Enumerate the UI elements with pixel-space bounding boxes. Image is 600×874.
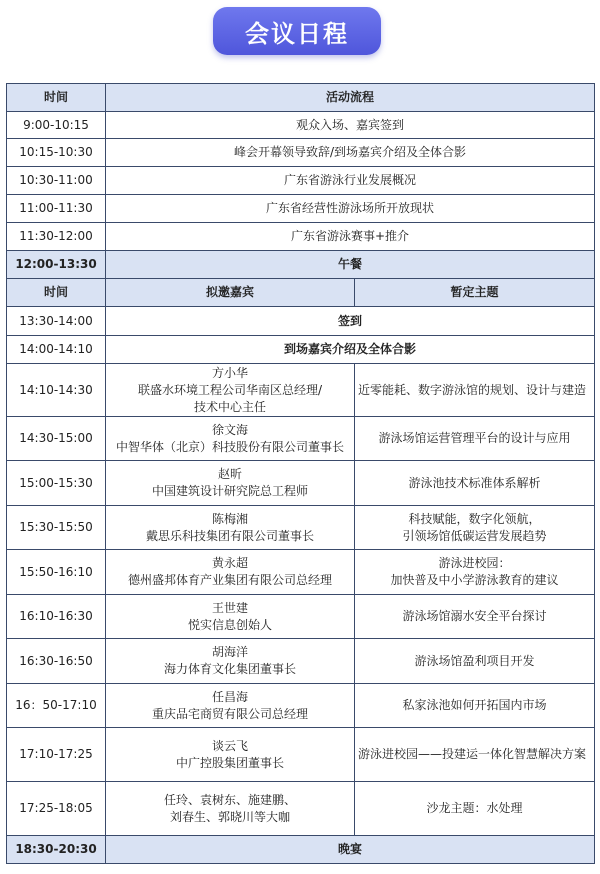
session-row — [7, 782, 595, 836]
topic-text-line2: 引领场馆低碳运营发展趋势 — [402, 528, 547, 543]
session-guest — [106, 550, 355, 595]
table-row — [7, 139, 595, 167]
row-time: 9:00-10:15 — [7, 112, 106, 139]
row-item: 到场嘉宾介绍及全体合影 — [106, 336, 595, 364]
session-topic — [355, 639, 595, 684]
guest-org: 中智华体（北京）科技股份有限公司董事长 — [115, 439, 344, 454]
topic-text: 私家泳池如何开拓国内市场 — [402, 698, 547, 712]
guest-org: 联盛水环境工程公司华南区总经理/ — [137, 382, 323, 397]
header-flow: 活动流程 — [106, 84, 595, 112]
header-time: 时间 — [7, 84, 106, 112]
row-item: 观众入场、嘉宾签到 — [106, 112, 595, 139]
guest-name: 徐文海 — [211, 422, 248, 437]
guest-org: 海力体育文化集团董事长 — [163, 662, 296, 676]
session-time: 16：50-17:10 — [7, 684, 106, 728]
session-time: 15:00-15:30 — [7, 461, 106, 506]
row-time: 13:30-14:00 — [7, 307, 106, 336]
session-guest — [106, 639, 355, 684]
guest-org: 戴思乐科技集团有限公司董事长 — [145, 528, 314, 543]
lunch-item: 午餐 — [106, 251, 595, 279]
table-header-row — [7, 84, 595, 112]
session-guest — [106, 364, 355, 417]
session-topic — [355, 506, 595, 550]
topic-text: 沙龙主题：水处理 — [426, 801, 523, 815]
guest-name: 赵昕 — [217, 467, 242, 481]
session-time: 17:10-17:25 — [7, 728, 106, 782]
table-row — [7, 223, 595, 251]
topic-text: 游泳场馆盈利项目开发 — [414, 653, 535, 668]
guest-org: 德州盛邦体育产业集团有限公司总经理 — [127, 573, 332, 587]
session-row — [7, 595, 595, 639]
session-topic — [355, 782, 595, 836]
topic-text: 科技赋能，数字化领航， — [408, 511, 541, 526]
row-time: 10:15-10:30 — [7, 139, 106, 167]
table-row — [7, 112, 595, 139]
session-guest — [106, 595, 355, 639]
session-time: 16:30-16:50 — [7, 639, 106, 684]
session-row — [7, 639, 595, 684]
guest-names-line1: 任玲、袁树东、施建鹏、 — [163, 792, 296, 807]
topic-text: 游泳池技术标准体系解析 — [408, 475, 541, 490]
session-time: 14:30-15:00 — [7, 417, 106, 461]
topic-text: 游泳场馆运营管理平台的设计与应用 — [378, 431, 571, 445]
row-item: 广东省游泳赛事+推介 — [106, 223, 595, 251]
header-time: 时间 — [7, 279, 106, 307]
session-time: 15:30-15:50 — [7, 506, 106, 550]
guest-names-line2: 刘春生、郭晓川等大咖 — [169, 809, 290, 824]
title-area — [0, 0, 600, 80]
session-guest — [106, 782, 355, 836]
topic-text-line2: 加快普及中小学游泳教育的建议 — [390, 573, 559, 587]
session-guest — [106, 417, 355, 461]
guest-name: 黄永超 — [211, 556, 248, 570]
table-row — [7, 336, 595, 364]
topic-text: 近零能耗、数字游泳馆的规划、设计与建造 — [358, 382, 587, 397]
session-guest — [106, 506, 355, 550]
row-time: 11:30-12:00 — [7, 223, 106, 251]
dinner-row — [7, 836, 595, 864]
guest-name: 王世建 — [211, 600, 248, 615]
guest-org: 中国建筑设计研究院总工程师 — [151, 484, 308, 498]
session-topic — [355, 684, 595, 728]
session-topic — [355, 728, 595, 782]
guest-name: 方小华 — [211, 365, 248, 380]
row-time: 10:30-11:00 — [7, 167, 106, 195]
session-topic — [355, 364, 595, 417]
row-time: 14:00-14:10 — [7, 336, 106, 364]
session-topic — [355, 595, 595, 639]
row-time: 11:00-11:30 — [7, 195, 106, 223]
session-topic — [355, 461, 595, 506]
row-item: 峰会开幕领导致辞/到场嘉宾介绍及全体合影 — [106, 139, 595, 167]
session-topic — [355, 417, 595, 461]
table-row — [7, 307, 595, 336]
session-guest — [106, 728, 355, 782]
table-row — [7, 195, 595, 223]
header-guest: 拟邀嘉宾 — [106, 279, 355, 307]
session-guest — [106, 461, 355, 506]
session-row — [7, 364, 595, 417]
guest-org-line2: 技术中心主任 — [193, 399, 266, 414]
dinner-item: 晚宴 — [106, 836, 595, 864]
table-subheader-row — [7, 279, 595, 307]
header-topic: 暂定主题 — [355, 279, 595, 307]
session-row — [7, 550, 595, 595]
session-row — [7, 461, 595, 506]
session-row — [7, 728, 595, 782]
session-time: 14:10-14:30 — [7, 364, 106, 417]
session-row — [7, 506, 595, 550]
session-time: 15:50-16:10 — [7, 550, 106, 595]
guest-org: 重庆品宅商贸有限公司总经理 — [151, 706, 308, 721]
topic-text: 游泳场馆溺水安全平台探讨 — [402, 609, 547, 623]
guest-name: 陈梅湘 — [211, 511, 248, 526]
guest-name: 胡海洋 — [211, 645, 248, 659]
session-time: 16:10-16:30 — [7, 595, 106, 639]
session-row — [7, 417, 595, 461]
page-title: 会议日程 — [213, 7, 381, 55]
row-item: 广东省经营性游泳场所开放现状 — [106, 195, 595, 223]
topic-text: 游泳进校园： — [438, 556, 511, 570]
lunch-row — [7, 251, 595, 279]
session-guest — [106, 684, 355, 728]
guest-org: 中广控股集团董事长 — [175, 755, 284, 770]
guest-name: 谈云飞 — [211, 738, 248, 753]
session-row — [7, 684, 595, 728]
guest-org: 悦实信息创始人 — [187, 617, 272, 632]
table-row — [7, 167, 595, 195]
dinner-time: 18:30-20:30 — [7, 836, 106, 864]
session-time: 17:25-18:05 — [7, 782, 106, 836]
guest-name: 任昌海 — [211, 689, 248, 704]
row-item: 签到 — [106, 307, 595, 336]
session-topic — [355, 550, 595, 595]
topic-text: 游泳进校园——投建运一体化智慧解决方案 — [358, 747, 587, 761]
lunch-time: 12:00-13:30 — [7, 251, 106, 279]
row-item: 广东省游泳行业发展概况 — [106, 167, 595, 195]
schedule-table — [6, 83, 595, 864]
